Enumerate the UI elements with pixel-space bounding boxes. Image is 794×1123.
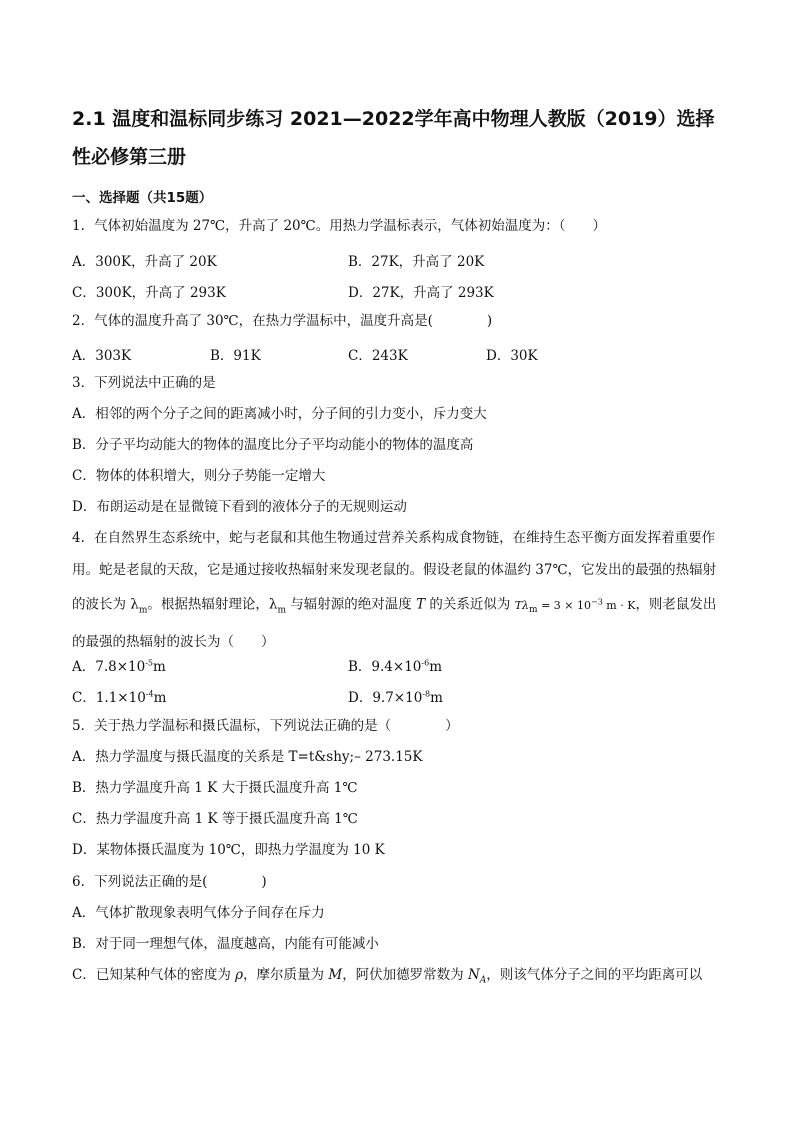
q6-c-text-2: ，摩尔质量为 [243, 967, 329, 983]
question-3-option-d: D．布朗运动是在显微镜下看到的液体分子的无规则运动 [72, 499, 407, 515]
q4-formula [514, 597, 636, 615]
q4-b-unit: m [429, 659, 442, 675]
q4-c-base: C．1.1×10 [72, 690, 146, 706]
q4-d-exp: -8 [422, 689, 431, 699]
question-3-stem: 3．下列说法中正确的是 [72, 375, 216, 391]
question-4-option-b [348, 655, 442, 675]
question-4-option-c [72, 686, 166, 706]
question-1-option-a: A．300K，升高了 20K [72, 254, 217, 270]
q4-d-unit: m [430, 690, 443, 706]
q4-text-1: 4．在自然界生态系统中，蛇与老鼠和其他生物通过营养关系构成食物链，在维持生态平衡方面发挥着重要作用。蛇是老鼠的天敌，它是通过接收热辐射来发现老鼠的。假设老鼠的体温约 37℃，它发出的最强的热辐射的波长为 λ [72, 530, 717, 613]
question-4-option-d [348, 686, 443, 706]
question-2-stem: 2．气体的温度升高了 30℃，在热力学温标中，温度升高是( ) [72, 313, 493, 329]
q4-c-exp: -4 [145, 689, 154, 699]
question-5-option-c: C．热力学温度升高 1 K 等于摄氏温度升高 1℃ [72, 811, 358, 827]
question-5-stem: 5．关于热力学温标和摄氏温标，下列说法正确的是（ ） [72, 718, 459, 734]
question-2-option-d: D．30K [486, 348, 538, 364]
q4-lambda-sub-2: m [277, 605, 287, 616]
question-2-option-a: A．303K [72, 348, 132, 364]
question-6-option-b: B．对于同一理想气体，温度越高，内能有可能减小 [72, 936, 379, 952]
q4-d-base: D．9.7×10 [348, 690, 423, 706]
q4-a-base: A．7.8×10 [72, 659, 146, 675]
question-2-option-c: C．243K [348, 348, 408, 364]
question-4-stem [72, 523, 722, 658]
question-5-option-d: D．某物体摄氏温度为 10℃，即热力学温度为 10 K [72, 842, 385, 858]
q4-a-unit: m [153, 659, 166, 675]
question-6-option-a: A．气体扩散现象表明气体分子间存在斥力 [72, 905, 325, 921]
question-2-option-b: B．91K [210, 348, 261, 364]
page-title: 2.1 温度和温标同步练习 2021—2022学年高中物理人教版（2019）选择性必修第三册 [72, 108, 715, 168]
question-1-option-c: C．300K，升高了 293K [72, 285, 226, 301]
q6-c-text-4: ，则该气体分子之间的平均距离可以 [486, 967, 703, 983]
q6-rho-symbol: ρ [235, 967, 244, 983]
question-3-option-c: C．物体的体积增大，则分子势能一定增大 [72, 468, 326, 484]
section-heading: 一、选择题（共15题） [72, 190, 213, 206]
question-5-option-b: B．热力学温度升高 1 K 大于摄氏温度升高 1℃ [72, 780, 358, 796]
q6-avogadro-symbol: N [467, 967, 480, 983]
q6-avogadro-sub: A [479, 975, 487, 986]
q4-b-base: B．9.4×10 [348, 659, 422, 675]
q6-c-text-3: ，阿伏加德罗常数为 [342, 967, 468, 983]
q4-c-unit: m [153, 690, 167, 706]
q4-text-3: 与辐射源的绝对温度 [286, 596, 417, 613]
question-1-option-d: D．27K，升高了 293K [348, 285, 494, 301]
q4-text-4: 的关系近似为 [425, 596, 515, 613]
q4-lambda-sub-1: m [138, 605, 148, 616]
q4-formula-lhs: Tλ [514, 598, 530, 612]
q4-formula-sub: m [529, 604, 538, 615]
question-6-option-c [72, 967, 702, 989]
q4-formula-mid: = 3 × 10 [537, 598, 591, 612]
question-4-option-a [72, 655, 166, 675]
question-3-option-a: A．相邻的两个分子之间的距离减小时，分子间的引力变小，斥力变大 [72, 406, 487, 422]
q4-formula-unit: m · K [602, 598, 636, 612]
q4-text-5: ，则老鼠发出的最强的热辐射的波长为（ ） [72, 596, 717, 650]
question-1-option-b: B．27K，升高了 20K [348, 254, 485, 270]
question-3-option-b: B．分子平均动能大的物体的温度比分子平均动能小的物体的温度高 [72, 437, 474, 453]
question-6-stem: 6．下列说法正确的是( ) [72, 874, 267, 890]
q4-a-exp: -5 [145, 658, 154, 668]
q6-c-text-1: C．已知某种气体的密度为 [72, 967, 236, 983]
q4-b-exp: -6 [421, 658, 430, 668]
question-1-stem: 1．气体初始温度为 27℃，升高了 20℃。用热力学温标表示，气体初始温度为：（ ） [72, 218, 606, 234]
question-5-option-a: A．热力学温度与摄氏温度的关系是 T=t&shy;– 273.15K [72, 749, 423, 765]
q4-text-2: 。根据热辐射理论，λ [147, 596, 278, 613]
q4-temperature-symbol: T [416, 596, 426, 613]
q4-formula-exp: −3 [591, 597, 603, 606]
q6-molar-mass-symbol: M [328, 967, 343, 983]
